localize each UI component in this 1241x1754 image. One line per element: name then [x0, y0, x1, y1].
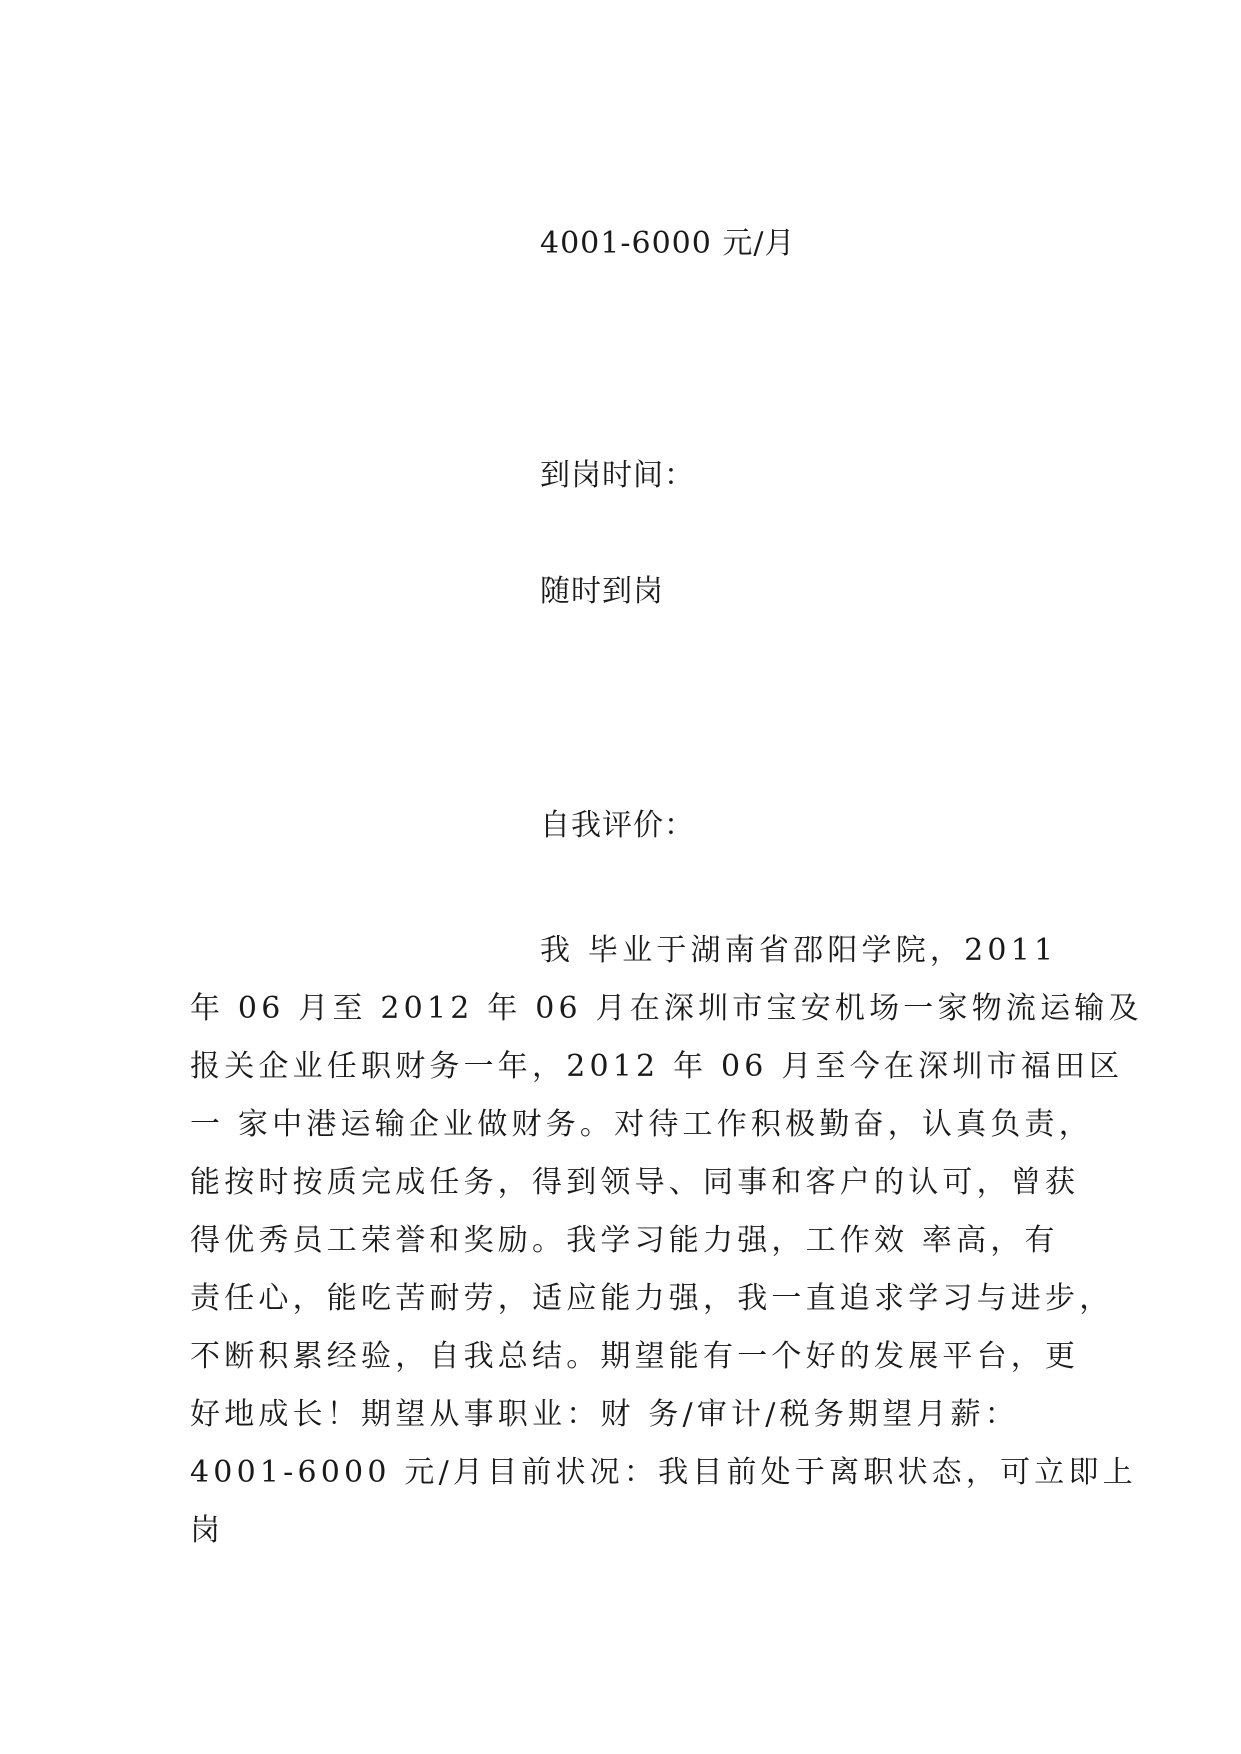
paragraph-line: 报关企业任职财务一年，2012 年 06 月至今在深圳市福田区 — [190, 1049, 1124, 1084]
paragraph-line: 好地成长！期望从事职业：财 务/审计/税务期望月薪： — [190, 1397, 1019, 1432]
paragraph-line: 我 毕业于湖南省邵阳学院，2011 — [540, 933, 1058, 968]
paragraph-line: 责任心，能吃苦耐劳，适应能力强，我一直追求学习与进步， — [190, 1281, 1114, 1316]
self-evaluation-paragraph — [190, 922, 1143, 1560]
self-evaluation-label: 自我评价： — [540, 808, 695, 843]
paragraph-line: 不断积累经验，自我总结。期望能有一个好的发展平台，更 — [190, 1339, 1080, 1374]
paragraph-line: 4001-6000 元/月目前状况：我目前处于离职状态，可立即上 — [190, 1455, 1137, 1490]
paragraph-line: 得优秀员工荣誉和奖励。我学习能力强，工作效 率高，有 — [190, 1223, 1059, 1258]
arrival-time-label: 到岗时间： — [540, 458, 695, 493]
paragraph-line: 能按时按质完成任务，得到领导、同事和客户的认可，曾获 — [190, 1165, 1080, 1200]
paragraph-line: 岗 — [190, 1513, 225, 1548]
paragraph-line: 年 06 月至 2012 年 06 月在深圳市宝安机场一家物流运输及 — [190, 991, 1143, 1026]
arrival-time-value: 随时到岗 — [540, 574, 664, 609]
paragraph-line: 一 家中港运输企业做财务。对待工作积极勤奋，认真负责， — [190, 1107, 1093, 1142]
expected-salary-text: 4001-6000 元/月 — [540, 226, 796, 261]
